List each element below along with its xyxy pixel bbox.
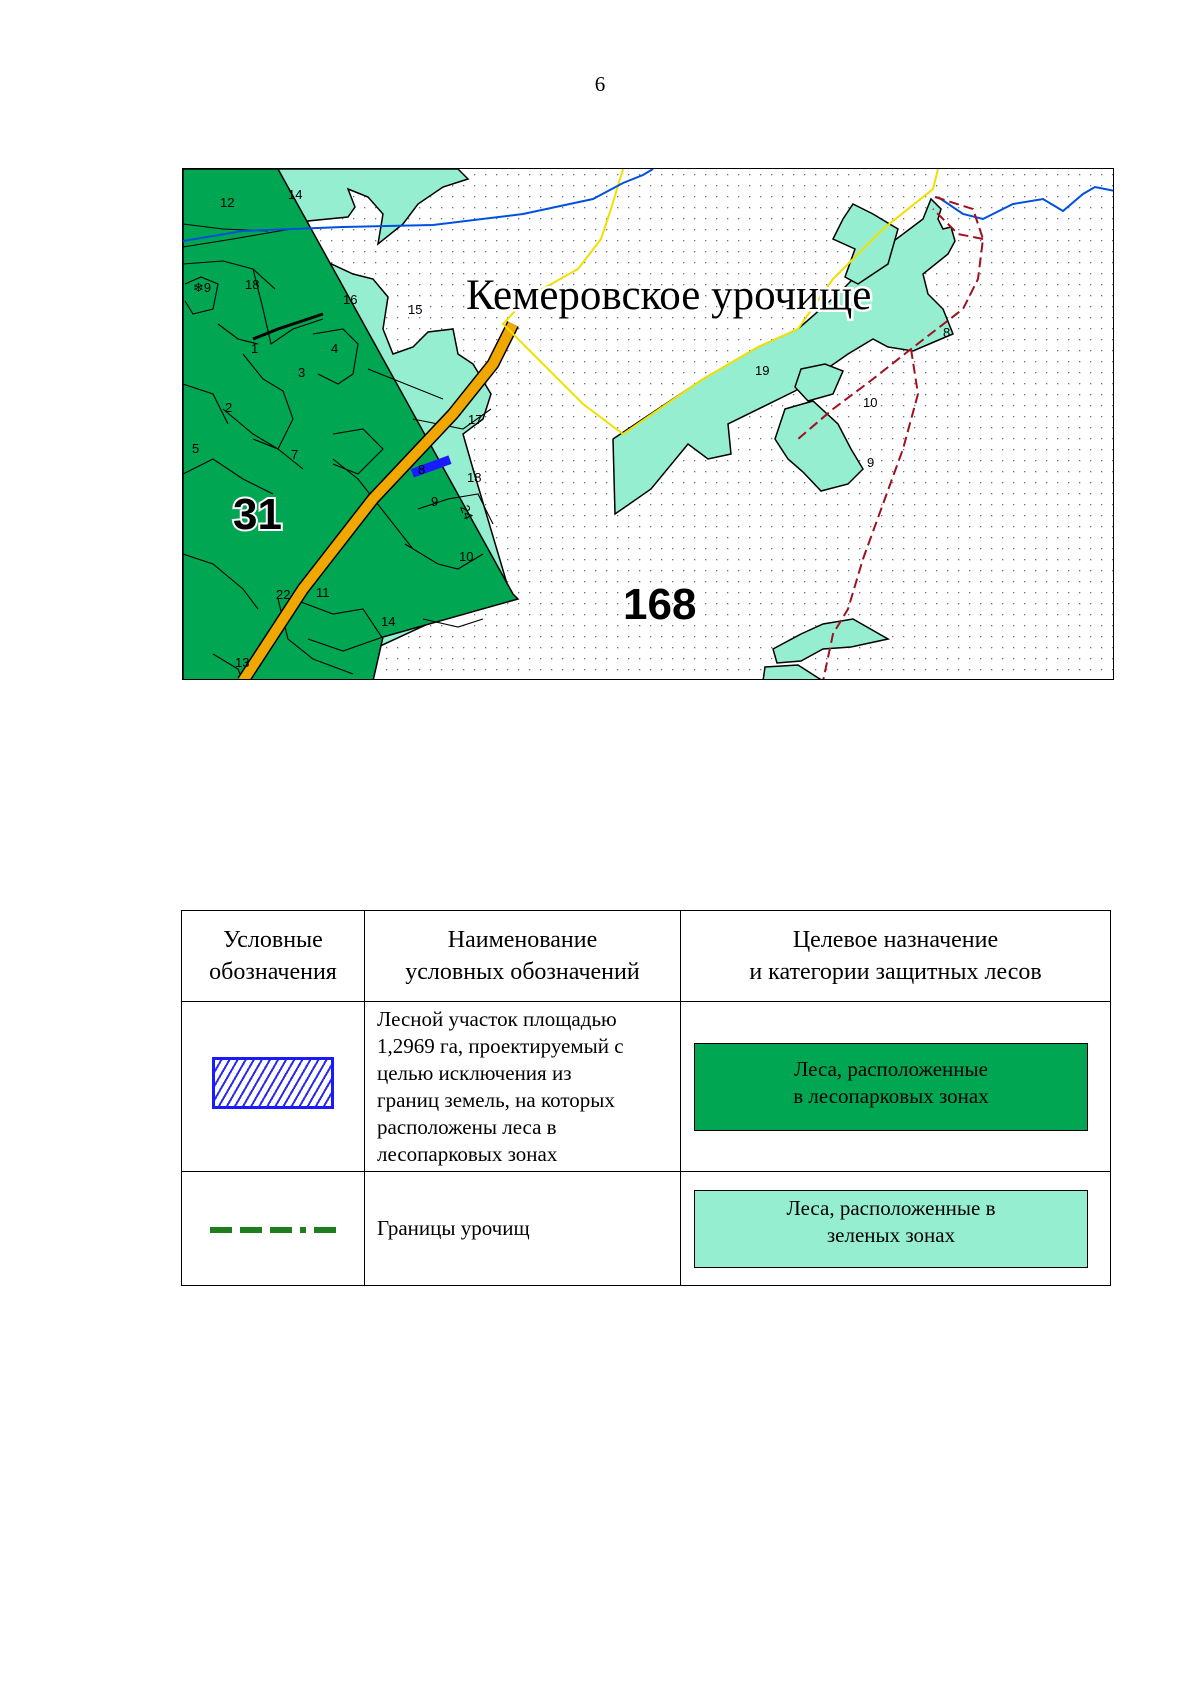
- plot-label: 16: [343, 292, 358, 307]
- header-names: Наименование условных обозначений: [365, 911, 681, 1002]
- green-dash-dot-line-icon: [208, 1225, 338, 1235]
- plot-label: 1: [251, 341, 259, 356]
- header-categories: Целевое назначение и категории защитных лесов: [681, 911, 1111, 1002]
- legend-table: [181, 910, 1111, 1286]
- plot-label: 7: [291, 447, 299, 462]
- legend-category-cell: [681, 1172, 1111, 1286]
- plot-label: ❄9: [193, 280, 212, 295]
- plot-label: 12: [220, 195, 235, 210]
- plot-label: 2: [225, 400, 233, 415]
- plot-label: 22: [276, 587, 291, 602]
- plot-label: 14: [288, 187, 303, 202]
- plot-label: 5: [192, 441, 200, 456]
- quarter-number-168: 168: [623, 580, 697, 629]
- legend-category-cell: [681, 1002, 1111, 1172]
- forest-map: [182, 168, 1114, 680]
- plot-label: 10: [459, 549, 474, 564]
- plot-label: 18: [467, 470, 482, 485]
- category-green-zone: Леса, расположенные в зеленых зонах: [694, 1190, 1088, 1268]
- plot-label: 15: [408, 302, 423, 317]
- legend-symbol-cell: [182, 1002, 365, 1172]
- quarter-number-31: 31: [233, 490, 282, 539]
- plot-label: 19: [755, 363, 770, 378]
- map-canvas: [183, 169, 1114, 680]
- legend-name-cell: Границы урочищ: [365, 1172, 681, 1286]
- plot-label: 9: [867, 455, 875, 470]
- plot-label: 17: [468, 412, 483, 427]
- plot-label: 10: [863, 395, 878, 410]
- legend-row: [182, 1002, 1111, 1172]
- plot-label: 18: [245, 277, 260, 292]
- plot-label: 24: [457, 502, 477, 522]
- plot-label: 8: [418, 462, 426, 477]
- map-title: Кемеровское урочище: [466, 272, 872, 319]
- legend-name-cell: Лесной участок площадью 1,2969 га, проектируемый с целью исключения из границ земель, на которых расположены леса в лесопарковых зонах: [365, 1002, 681, 1172]
- page-number: 6: [594, 72, 606, 96]
- plot-label: 8: [943, 325, 951, 340]
- plot-label: 14: [381, 614, 396, 629]
- plot-label: 3: [298, 365, 306, 380]
- legend-row: [182, 1172, 1111, 1286]
- plot-label: 9: [431, 494, 439, 509]
- blue-hatched-rectangle-icon: [212, 1057, 334, 1109]
- header-symbols: Условные обозначения: [182, 911, 365, 1002]
- legend-header-row: [182, 911, 1111, 1002]
- legend-symbol-cell: [182, 1172, 365, 1286]
- category-forest-park-zone: Леса, расположенные в лесопарковых зонах: [694, 1043, 1088, 1131]
- plot-label: 13: [235, 655, 250, 670]
- plot-label: 11: [316, 585, 330, 600]
- plot-label: 4: [331, 341, 339, 356]
